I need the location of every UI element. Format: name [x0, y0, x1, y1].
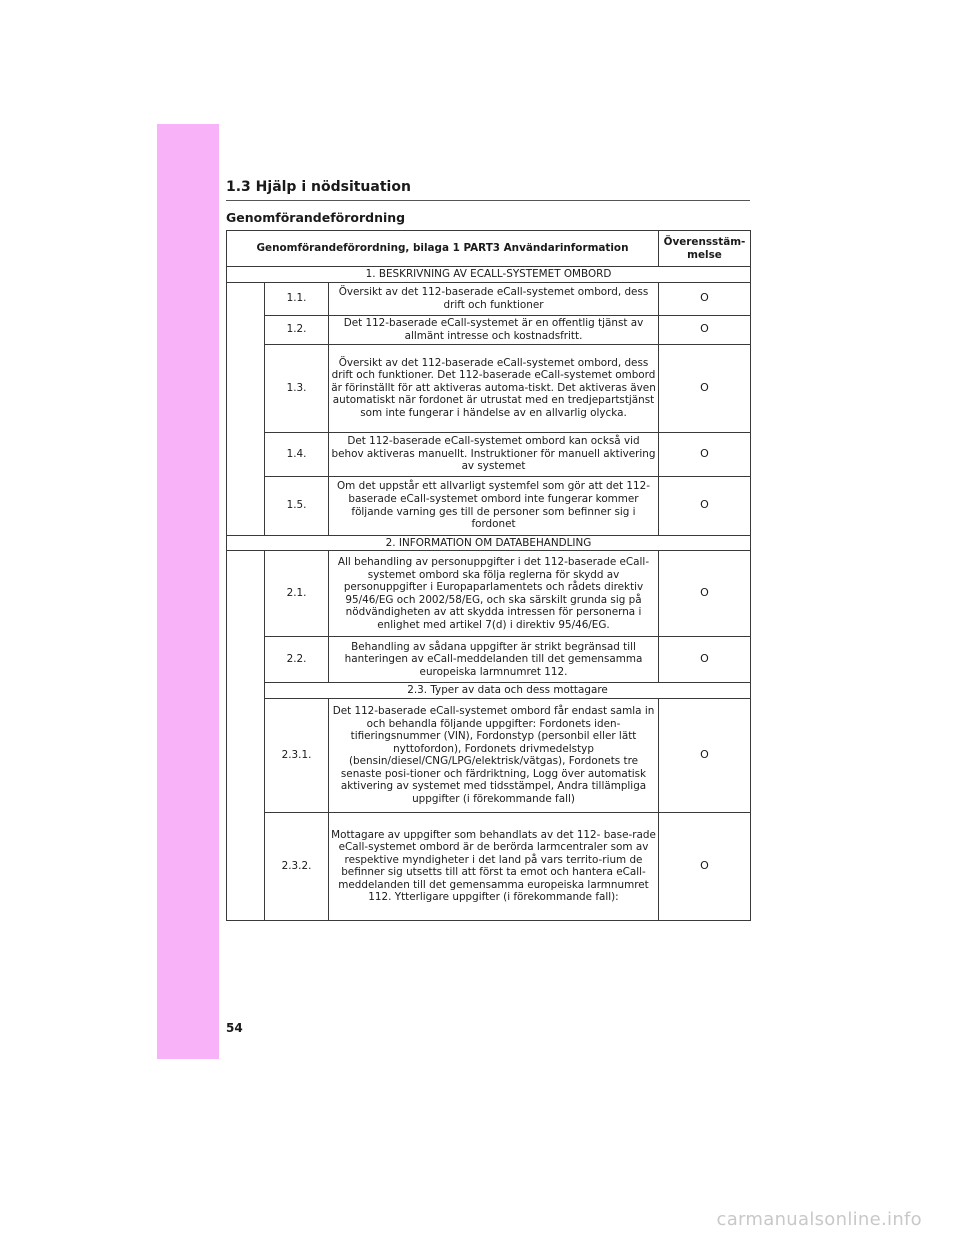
group-title-row [227, 267, 751, 283]
document-heading: Genomförandeförordning [226, 210, 406, 225]
header-compliance: Överensstäm-melse [659, 231, 751, 267]
row-compliance: O [659, 476, 751, 535]
row-number: 1.3. [265, 344, 329, 432]
regulation-table [226, 230, 751, 921]
row-text: Det 112-baserade eCall-systemet ombord får endast samla in och behandla följande uppgifter: Fordonets iden-tifieringsnummer (VIN), Fordonstyp (personbil eller lätt nyttofordon), Fordonets drivmedelstyp (bensin/diesel/CNG/LPG/elektrisk/vätgas), Fordonets tre senaste posi-tioner och färdriktning, Logg över automatisk aktivering av systemet med tidsstämpel, Andra tillämpliga uppgifter (i förekommande fall) [329, 698, 659, 812]
row-compliance: O [659, 551, 751, 637]
row-compliance: O [659, 432, 751, 476]
chapter-side-tab [157, 124, 219, 1059]
row-number: 1.4. [265, 432, 329, 476]
table-row [227, 551, 751, 637]
group2-title: 2. INFORMATION OM DATABEHANDLING [227, 535, 751, 551]
row-number: 1.2. [265, 315, 329, 344]
indent-cell [227, 282, 265, 535]
watermark: carmanualsonline.info [716, 1209, 922, 1230]
group-title-row [227, 535, 751, 551]
table-row [227, 282, 751, 315]
subgroup-title-row [227, 683, 751, 699]
section-divider [226, 200, 750, 201]
row-text: Om det uppstår ett allvarligt systemfel som gör att det 112-baserade eCall-systemet ombord inte fungerar kommer följande varning ges till de personer som befinner sig i fordonet [329, 476, 659, 535]
row-compliance: O [659, 812, 751, 920]
row-compliance: O [659, 315, 751, 344]
table-row [227, 344, 751, 432]
header-requirement: Genomförandeförordning, bilaga 1 PART3 Användarinformation [227, 231, 659, 267]
row-compliance: O [659, 698, 751, 812]
row-number: 1.1. [265, 282, 329, 315]
table-row [227, 432, 751, 476]
table-row [227, 637, 751, 683]
section-title: 1.3 Hjälp i nödsituation [226, 179, 411, 195]
row-text: Det 112-baserade eCall-systemet är en offentlig tjänst av allmänt intresse och kostnadsfritt. [329, 315, 659, 344]
table-header-row [227, 231, 751, 267]
page-number: 54 [226, 1021, 243, 1035]
table-row [227, 812, 751, 920]
row-compliance: O [659, 637, 751, 683]
subgroup-title: 2.3. Typer av data och dess mottagare [265, 683, 751, 699]
row-text: Översikt av det 112-baserade eCall-systemet ombord, dess drift och funktioner [329, 282, 659, 315]
table-row [227, 698, 751, 812]
row-text: Mottagare av uppgifter som behandlats av det 112- base-rade eCall-systemet ombord är de berörda larmcentraler som av respektive myndigheter i det land på vars territo-rium de befinner sig utsetts till att först ta emot och hantera eCall-meddelanden till det gemensamma europeiska larmnumret 112. Ytterligare uppgifter (i förekommande fall): [329, 812, 659, 920]
row-number: 2.3.2. [265, 812, 329, 920]
row-number: 2.3.1. [265, 698, 329, 812]
row-text: Det 112-baserade eCall-systemet ombord kan också vid behov aktiveras manuellt. Instruktioner för manuell aktivering av systemet [329, 432, 659, 476]
row-text: Behandling av sådana uppgifter är strikt begränsad till hanteringen av eCall-meddelanden till det gemensamma europeiska larmnumret 112. [329, 637, 659, 683]
table-row [227, 315, 751, 344]
indent-cell [227, 551, 265, 921]
row-number: 2.1. [265, 551, 329, 637]
row-number: 2.2. [265, 637, 329, 683]
row-compliance: O [659, 344, 751, 432]
row-text: Översikt av det 112-baserade eCall-systemet ombord, dess drift och funktioner. Det 112-baserade eCall-systemet ombord är förinställt för att aktiveras automa-tiskt. Det aktiveras även automatiskt när fordonet är utrustat med en tredjepartstjänst som inte fungerar i händelse av en allvarlig olycka. [329, 344, 659, 432]
group1-title: 1. BESKRIVNING AV ECALL-SYSTEMET OMBORD [227, 267, 751, 283]
row-text: All behandling av personuppgifter i det 112-baserade eCall-systemet ombord ska följa reglerna för skydd av personuppgifter i Europaparlamentets och rådets direktiv 95/46/EG och 2002/58/EG, och ska särskilt grunda sig på nödvändigheten av att skydda intressen för personerna i enlighet med artikel 7(d) i direktiv 95/46/EG. [329, 551, 659, 637]
row-compliance: O [659, 282, 751, 315]
table-row [227, 476, 751, 535]
row-number: 1.5. [265, 476, 329, 535]
